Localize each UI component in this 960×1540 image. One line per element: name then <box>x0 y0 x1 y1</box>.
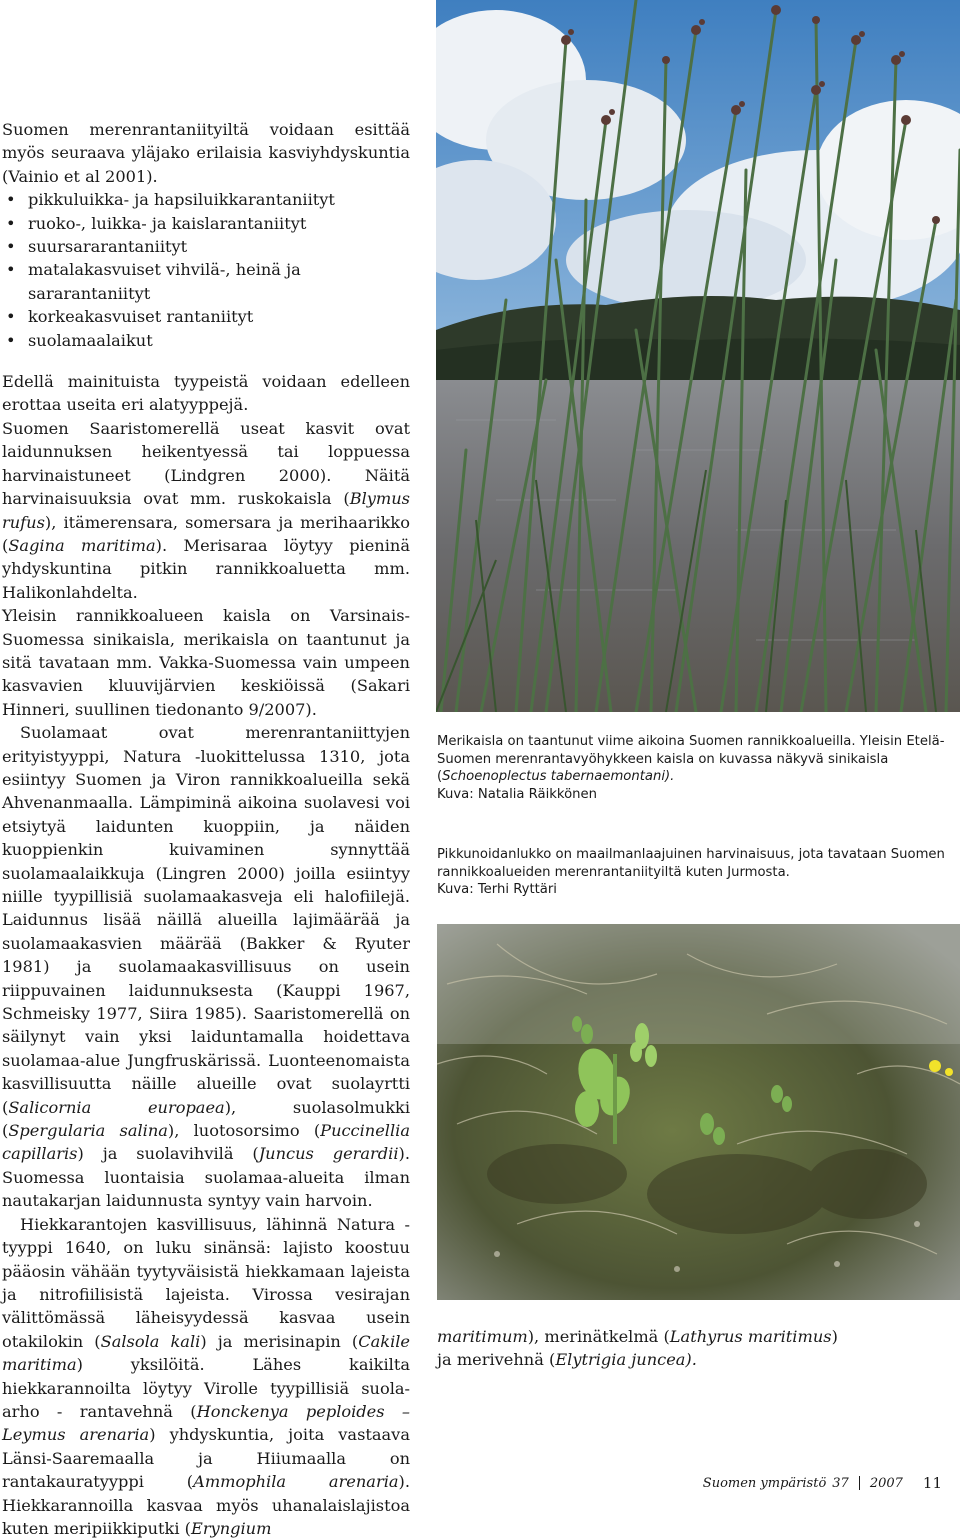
intro-paragraph: Suomen merenrantaniityiltä voidaan esittää myös seuraava yläjako erilaisia kasviyhdyskuntia (Vainio et al 2001). <box>2 120 410 186</box>
vegetation-type-list <box>2 188 410 352</box>
species-name: Cakile maritima <box>2 1331 411 1375</box>
subtypes-paragraph: Edellä mainituista tyypeistä voidaan edelleen erottaa useita eri alatyyppejä. <box>2 372 410 415</box>
reeds-photo-caption: Merikaisla on taantunut viime aikoina Suomen rannikkoalueilla. Yleisin Etelä-Suomen merenrantavyöhykkeen kaisla on kuvassa näkyvä sinikaisla (Schoenoplectus tabernaemontani). Kuva: Natalia Räikkönen <box>437 733 957 803</box>
main-text-column <box>2 118 410 1540</box>
species-name: maritimum <box>437 1327 528 1346</box>
list-item: • pikkuluikka- ja hapsiluikkarantaniityt <box>28 188 410 211</box>
list-item: • suursararantaniityt <box>28 235 410 258</box>
publication-year: 2007 <box>869 1475 903 1491</box>
sand-beach-paragraph: Hiekkarantojen kasvillisuus, lähinnä Natura -tyyppi 1640, on luku sinänsä: lajisto koostuu pääosin vähään tyytyväisistä hiekkamaan lajeista ja nitrofiilisistä lajeista. Virossa vesirajan välittömässä läheisyydessä kasvaa usein otakilokin (Salsola kali) ja merisinapin (Cakile maritima) yksilöitä. Lähes kaikilta hiekkarannoilta löytyy Virolle tyypillisiä suola-arho - rantavehnä (Honckenya peploides –Leymus arenaria) yhdyskuntia, joita vastaava Länsi-Saaremaalla ja Hiiumaalla on rantakauratyyppi (Ammophila arenaria). Hiekkarannoilla kasvaa myös uhanalaislajistoa kuten meripiikkiputki (Eryngium <box>2 1214 411 1538</box>
list-item: • ruoko-, luikka- ja kaislarantaniityt <box>28 212 410 235</box>
list-item: • matalakasvuiset vihvilä-, heinä ja sararantaniityt <box>28 258 410 305</box>
species-name: Juncus gerardii <box>258 1144 399 1164</box>
continued-text: maritimum), merinätkelmä (Lathyrus maritimus) ja merivehnä (Elytrigia juncea). <box>437 1327 838 1370</box>
publication-title: Suomen ympäristö <box>702 1475 827 1491</box>
species-name: Puccinellia capillaris <box>2 1121 410 1164</box>
species-name: Spergularia salina <box>8 1121 168 1141</box>
reeds-photo <box>436 0 960 712</box>
species-name: Honckenya peploides –Leymus arenaria <box>2 1401 410 1445</box>
reed-paragraph: Yleisin rannikkoalueen kaisla on Varsinais-Suomessa sinikaisla, merikaisla on taantunut ja sitä tavataan mm. Vakka-Suomessa vain umpeen kasvavien kluuvijärvien keskiöissä (Sakari Hinneri, suullinen tiedonanto 9/2007). <box>2 606 410 719</box>
page-number: 11 <box>922 1474 942 1492</box>
page-footer <box>703 1474 942 1492</box>
species-name: Salsola kali <box>100 1331 201 1351</box>
moonwort-photo <box>437 924 960 1300</box>
species-name: Sagina maritima <box>8 535 156 555</box>
photo-credit: Kuva: Terhi Ryttäri <box>437 882 557 898</box>
list-item: • suolamaalaikut <box>28 329 410 352</box>
issue-number: 37 <box>832 1475 849 1491</box>
salt-marsh-paragraph: Suolamaat ovat merenrantaniittyjen erityistyyppi, Natura -luokittelussa 1310, jota esiintyy Suomen ja Viron rannikkoalueilla sekä Ahvenanmaalla. Lämpiminä aikoina suolavesi voi etsiytyä laidunten kuoppiin, ja näiden kuoppienkin kuivaminen synnyttää suolamaalaikkuja (Lingren 2000) joilla esiintyy niille tyypillisiä suolamaakasveja eli halofiilejä. Laidunnus lisää näillä alueilla lajimäärää ja suolamaakasvien määrää (Bakker & Ryuter 1981) ja suolamaakasvillisuus on usein riippuvainen laidunnuksesta (Kauppi 1967, Schmeisky 1977, Siira 1985). Saaristomerellä on säilynyt vain yksi laiduntamalla hoidettava suolamaa-alue Jungfruskärissä. Luonteenomaista kasvillisuutta näille alueille ovat suolayrtti (Salicornia europaea), suolasolmukki (Spergularia salina), luotosorsimo (Puccinellia capillaris) ja suolavihvilä (Juncus gerardii). Suomessa luontaisia suolamaa-alueita ilman nautakarjan laidunnusta syntyy vain harvoin. <box>2 723 411 1211</box>
moss-photo-caption: Pikkunoidanlukko on maailmanlaajuinen harvinaisuus, jota tavataan Suomen rannikkoalueiden merenrantaniityiltä kuten Jurmosta. Kuva: Terhi Ryttäri <box>437 846 957 899</box>
species-name: Salicornia europaea <box>8 1097 225 1117</box>
species-name: Elytrigia juncea). <box>555 1350 697 1370</box>
rarities-paragraph: Suomen Saaristomerellä useat kasvit ovat laidunnuksen heikentyessä tai loppuessa harvinaistuneet (Lindgren 2000). Näitä harvinaisuuksia ovat mm. ruskokaisla (Blymus rufus), itämerensara, somersara ja merihaarikko (Sagina maritima). Merisaraa löytyy pieninä yhdyskuntina pitkin rannikkoaluetta mm. Halikonlahdelta. <box>2 418 410 602</box>
footer-divider <box>859 1476 860 1490</box>
photo-credit: Kuva: Natalia Räikkönen <box>437 786 597 802</box>
species-name: Schoenoplectus tabernaemontani). <box>442 769 675 785</box>
species-name: Lathyrus maritimus <box>669 1327 832 1346</box>
species-name: Ammophila arenaria <box>193 1472 399 1492</box>
species-name: Eryngium <box>191 1518 272 1538</box>
species-name: Blymus rufus <box>2 489 410 532</box>
list-item: • korkeakasvuiset rantaniityt <box>28 305 410 328</box>
